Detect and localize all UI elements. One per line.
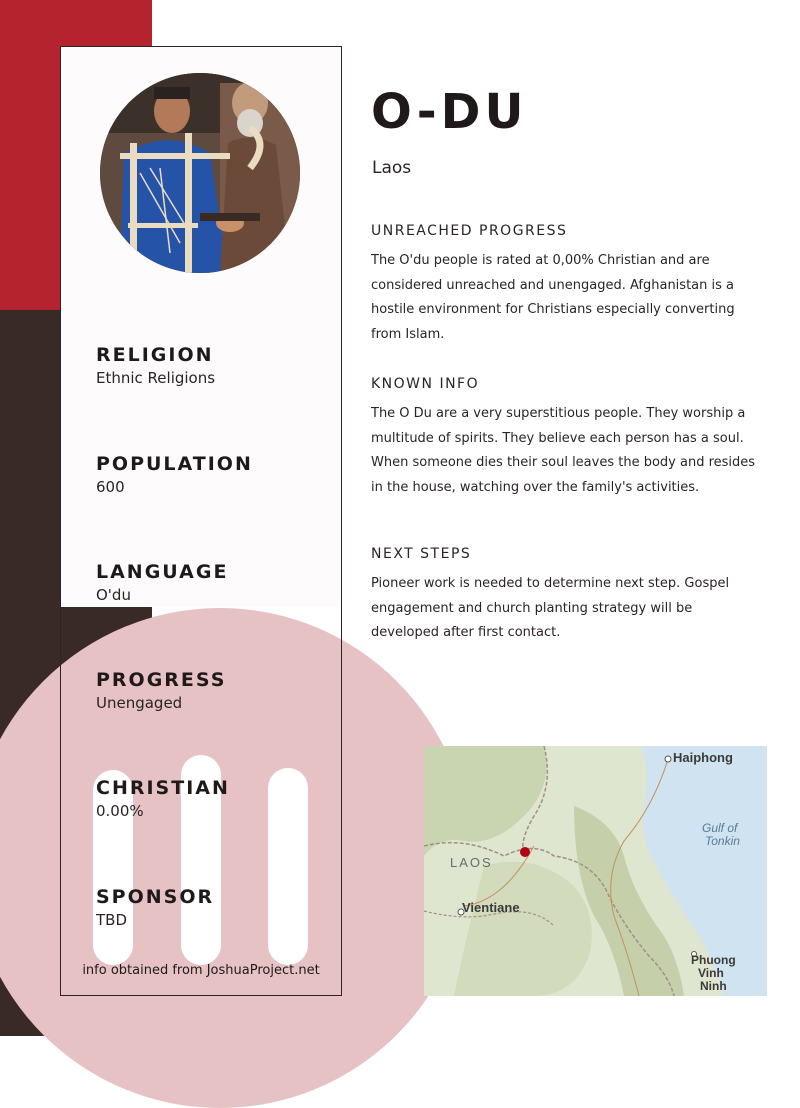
source-note: info obtained from JoshuaProject.net (82, 963, 320, 978)
section-heading: NEXT STEPS (371, 546, 472, 562)
section-body: Pioneer work is needed to determine next step. Gospel engagement and church planting strategy will be developed after first contact. (371, 576, 730, 640)
map-label-ninh: Ninh (700, 979, 727, 993)
fact-value: 0.00% (96, 802, 144, 820)
map-label-phuong: Phuong (691, 953, 736, 967)
fact-religion (96, 344, 215, 387)
fact-value: TBD (96, 911, 128, 929)
fact-progress (96, 669, 226, 712)
section-heading: KNOWN INFO (371, 376, 480, 392)
map-label-gulf: Gulf of (702, 821, 738, 835)
fact-language (96, 561, 228, 604)
fact-label: CHRISTIAN (96, 777, 230, 799)
people-group-photo (100, 73, 300, 273)
fact-christian (96, 777, 230, 820)
section-next-steps (371, 546, 761, 646)
fact-population (96, 453, 253, 496)
fact-label: LANGUAGE (96, 561, 229, 583)
fact-sponsor (96, 886, 214, 929)
people-group-title: O-DU (371, 84, 528, 140)
country-label: Laos (372, 158, 412, 178)
fact-label: PROGRESS (96, 669, 227, 691)
fact-value: Unengaged (96, 694, 183, 712)
fact-label: RELIGION (96, 344, 214, 366)
map-label-vinh: Vinh (698, 966, 724, 980)
map-label-vientiane: Vientiane (462, 900, 520, 915)
fact-value: Ethnic Religions (96, 369, 216, 387)
section-heading: UNREACHED PROGRESS (371, 223, 568, 239)
section-body: The O'du people is rated at 0,00% Christian and are considered unreached and unengaged. Afghanistan is a hostile environment for Christians especially converting from Islam. (371, 253, 735, 342)
fact-value: 600 (96, 478, 125, 496)
map-label-tonkin: Tonkin (705, 834, 740, 848)
map-label-haiphong: Haiphong (673, 750, 733, 765)
fact-label: SPONSOR (96, 886, 215, 908)
section-unreached-progress (371, 223, 761, 347)
map-label-laos: LAOS (450, 855, 493, 870)
fact-label: POPULATION (96, 453, 253, 475)
location-map (424, 746, 767, 996)
fact-value: O'du (96, 586, 131, 604)
section-known-info (371, 376, 761, 500)
section-body: The O Du are a very superstitious people. They worship a multitude of spirits. They believe each person has a soul. When someone dies their soul leaves the body and resides in the house, watching over the family's activities. (371, 406, 756, 495)
